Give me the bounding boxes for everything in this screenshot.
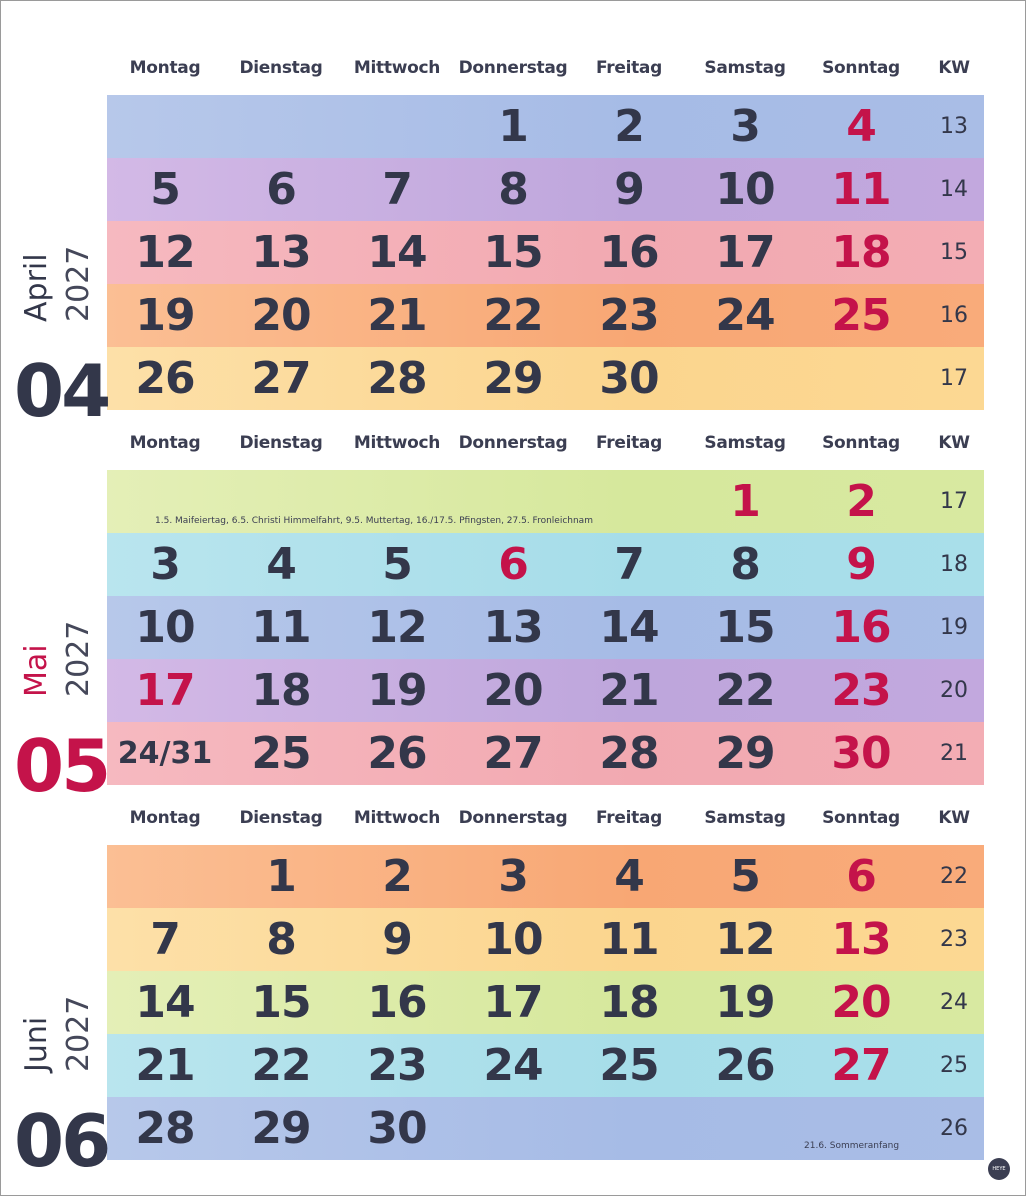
calendar-week-number: 15 [940, 240, 968, 265]
week-row [107, 533, 984, 596]
month-grid [107, 95, 984, 410]
week-row [107, 95, 984, 158]
weekday-header [107, 425, 984, 465]
holiday-note: 21.6. Sommeranfang [804, 1141, 900, 1151]
weekday-header [107, 800, 984, 840]
calendar-week-number: 17 [940, 489, 968, 514]
day-cell: 9 [846, 539, 876, 590]
day-cell: 27 [251, 353, 311, 404]
publisher-logo: HEYE [988, 1158, 1010, 1180]
month-number: 06 [14, 1099, 109, 1183]
day-cell: 23 [367, 1040, 427, 1091]
day-cell: 1 [498, 101, 528, 152]
weekday-label: Samstag [704, 808, 786, 828]
weekday-label: Montag [129, 433, 201, 453]
week-row [107, 659, 984, 722]
day-cell: 21 [599, 665, 659, 716]
day-cell: 30 [367, 1103, 427, 1154]
week-row [107, 1034, 984, 1097]
calendar-week-number: 21 [940, 741, 968, 766]
day-cell: 29 [483, 353, 543, 404]
calendar-week-number: 14 [940, 177, 968, 202]
day-cell: 25 [831, 290, 891, 341]
day-cell: 20 [483, 665, 543, 716]
kw-header: KW [938, 433, 970, 453]
day-cell: 16 [831, 602, 891, 653]
day-cell: 4 [614, 851, 644, 902]
day-cell: 14 [367, 227, 427, 278]
weekday-label: Freitag [596, 433, 662, 453]
day-cell: 21 [135, 1040, 195, 1091]
month-number: 05 [14, 724, 109, 808]
day-cell: 26 [715, 1040, 775, 1091]
day-cell: 15 [483, 227, 543, 278]
week-row [107, 596, 984, 659]
weekday-label: Sonntag [822, 58, 900, 78]
day-cell: 10 [715, 164, 775, 215]
day-cell: 27 [483, 728, 543, 779]
week-row [107, 971, 984, 1034]
day-cell: 16 [599, 227, 659, 278]
day-cell: 2 [614, 101, 644, 152]
day-cell: 22 [715, 665, 775, 716]
day-cell: 17 [483, 977, 543, 1028]
day-cell: 11 [831, 164, 891, 215]
week-row [107, 845, 984, 908]
day-cell: 4 [266, 539, 296, 590]
day-cell: 20 [251, 290, 311, 341]
week-row [107, 722, 984, 785]
day-cell: 27 [831, 1040, 891, 1091]
weekday-label: Dienstag [239, 433, 323, 453]
day-cell: 24 [483, 1040, 543, 1091]
day-cell: 6 [846, 851, 876, 902]
calendar-week-number: 26 [940, 1116, 968, 1141]
day-cell: 5 [150, 164, 180, 215]
month-grid [107, 470, 984, 785]
kw-header: KW [938, 58, 970, 78]
weekday-label: Donnerstag [458, 808, 568, 828]
month-year: 2027 [61, 245, 96, 322]
day-cell: 19 [367, 665, 427, 716]
calendar-week-number: 17 [940, 366, 968, 391]
day-cell: 29 [251, 1103, 311, 1154]
day-cell: 7 [614, 539, 644, 590]
day-cell: 19 [715, 977, 775, 1028]
calendar-week-number: 18 [940, 552, 968, 577]
day-cell: 12 [715, 914, 775, 965]
day-cell: 24/31 [117, 736, 213, 771]
day-cell: 25 [599, 1040, 659, 1091]
day-cell: 3 [730, 101, 760, 152]
day-cell: 18 [599, 977, 659, 1028]
day-cell: 12 [367, 602, 427, 653]
day-cell: 30 [831, 728, 891, 779]
week-row [107, 347, 984, 410]
day-cell: 5 [382, 539, 412, 590]
kw-header: KW [938, 808, 970, 828]
day-cell: 18 [831, 227, 891, 278]
day-cell: 6 [266, 164, 296, 215]
day-cell: 24 [715, 290, 775, 341]
calendar-week-number: 16 [940, 303, 968, 328]
day-cell: 9 [382, 914, 412, 965]
day-cell: 26 [135, 353, 195, 404]
day-cell: 28 [599, 728, 659, 779]
day-cell: 5 [730, 851, 760, 902]
weekday-header [107, 50, 984, 90]
day-cell: 17 [135, 665, 195, 716]
day-cell: 21 [367, 290, 427, 341]
day-cell: 11 [251, 602, 311, 653]
calendar-week-number: 19 [940, 615, 968, 640]
week-row [107, 221, 984, 284]
week-row [107, 908, 984, 971]
day-cell: 20 [831, 977, 891, 1028]
month-year: 2027 [61, 995, 96, 1072]
weekday-label: Donnerstag [458, 58, 568, 78]
day-cell: 19 [135, 290, 195, 341]
week-row [107, 284, 984, 347]
day-cell: 29 [715, 728, 775, 779]
day-cell: 8 [730, 539, 760, 590]
week-row [107, 158, 984, 221]
weekday-label: Montag [129, 808, 201, 828]
day-cell: 1 [730, 476, 760, 527]
day-cell: 12 [135, 227, 195, 278]
weekday-label: Dienstag [239, 58, 323, 78]
calendar-week-number: 20 [940, 678, 968, 703]
month-name: Mai [19, 644, 54, 697]
calendar-week-number: 23 [940, 927, 968, 952]
weekday-label: Mittwoch [353, 58, 441, 78]
day-cell: 22 [483, 290, 543, 341]
month-year: 2027 [61, 620, 96, 697]
day-cell: 6 [498, 539, 528, 590]
day-cell: 11 [599, 914, 659, 965]
day-cell: 3 [150, 539, 180, 590]
day-cell: 10 [135, 602, 195, 653]
day-cell: 8 [266, 914, 296, 965]
day-cell: 4 [846, 101, 876, 152]
day-cell: 26 [367, 728, 427, 779]
day-cell: 8 [498, 164, 528, 215]
day-cell: 2 [382, 851, 412, 902]
day-cell: 15 [715, 602, 775, 653]
day-cell: 15 [251, 977, 311, 1028]
day-cell: 13 [251, 227, 311, 278]
day-cell: 13 [831, 914, 891, 965]
month-number: 04 [14, 349, 109, 433]
holiday-note: 1.5. Maifeiertag, 6.5. Christi Himmelfahrt, 9.5. Muttertag, 16./17.5. Pfingsten, 27.5. Fronleichnam [155, 516, 593, 526]
weekday-label: Mittwoch [353, 433, 441, 453]
weekday-label: Donnerstag [458, 433, 568, 453]
day-cell: 16 [367, 977, 427, 1028]
day-cell: 17 [715, 227, 775, 278]
month-april [0, 50, 1026, 433]
day-cell: 28 [135, 1103, 195, 1154]
day-cell: 1 [266, 851, 296, 902]
day-cell: 22 [251, 1040, 311, 1091]
day-cell: 18 [251, 665, 311, 716]
weekday-label: Samstag [704, 433, 786, 453]
day-cell: 7 [382, 164, 412, 215]
month-may [0, 425, 1026, 808]
calendar-week-number: 25 [940, 1053, 968, 1078]
calendar-week-number: 24 [940, 990, 968, 1015]
month-grid [107, 845, 984, 1160]
day-cell: 7 [150, 914, 180, 965]
weekday-label: Sonntag [822, 433, 900, 453]
weekday-label: Dienstag [239, 808, 323, 828]
weekday-label: Freitag [596, 58, 662, 78]
day-cell: 10 [483, 914, 543, 965]
day-cell: 13 [483, 602, 543, 653]
month-name: Juni [19, 1016, 54, 1072]
day-cell: 28 [367, 353, 427, 404]
weekday-label: Mittwoch [353, 808, 441, 828]
weekday-label: Montag [129, 58, 201, 78]
weekday-label: Samstag [704, 58, 786, 78]
day-cell: 3 [498, 851, 528, 902]
weekday-label: Freitag [596, 808, 662, 828]
day-cell: 23 [599, 290, 659, 341]
day-cell: 14 [599, 602, 659, 653]
day-cell: 14 [135, 977, 195, 1028]
calendar-week-number: 13 [940, 114, 968, 139]
month-name: April [19, 253, 54, 322]
calendar-week-number: 22 [940, 864, 968, 889]
day-cell: 23 [831, 665, 891, 716]
day-cell: 30 [599, 353, 659, 404]
day-cell: 25 [251, 728, 311, 779]
weekday-label: Sonntag [822, 808, 900, 828]
day-cell: 9 [614, 164, 644, 215]
day-cell: 2 [846, 476, 876, 527]
